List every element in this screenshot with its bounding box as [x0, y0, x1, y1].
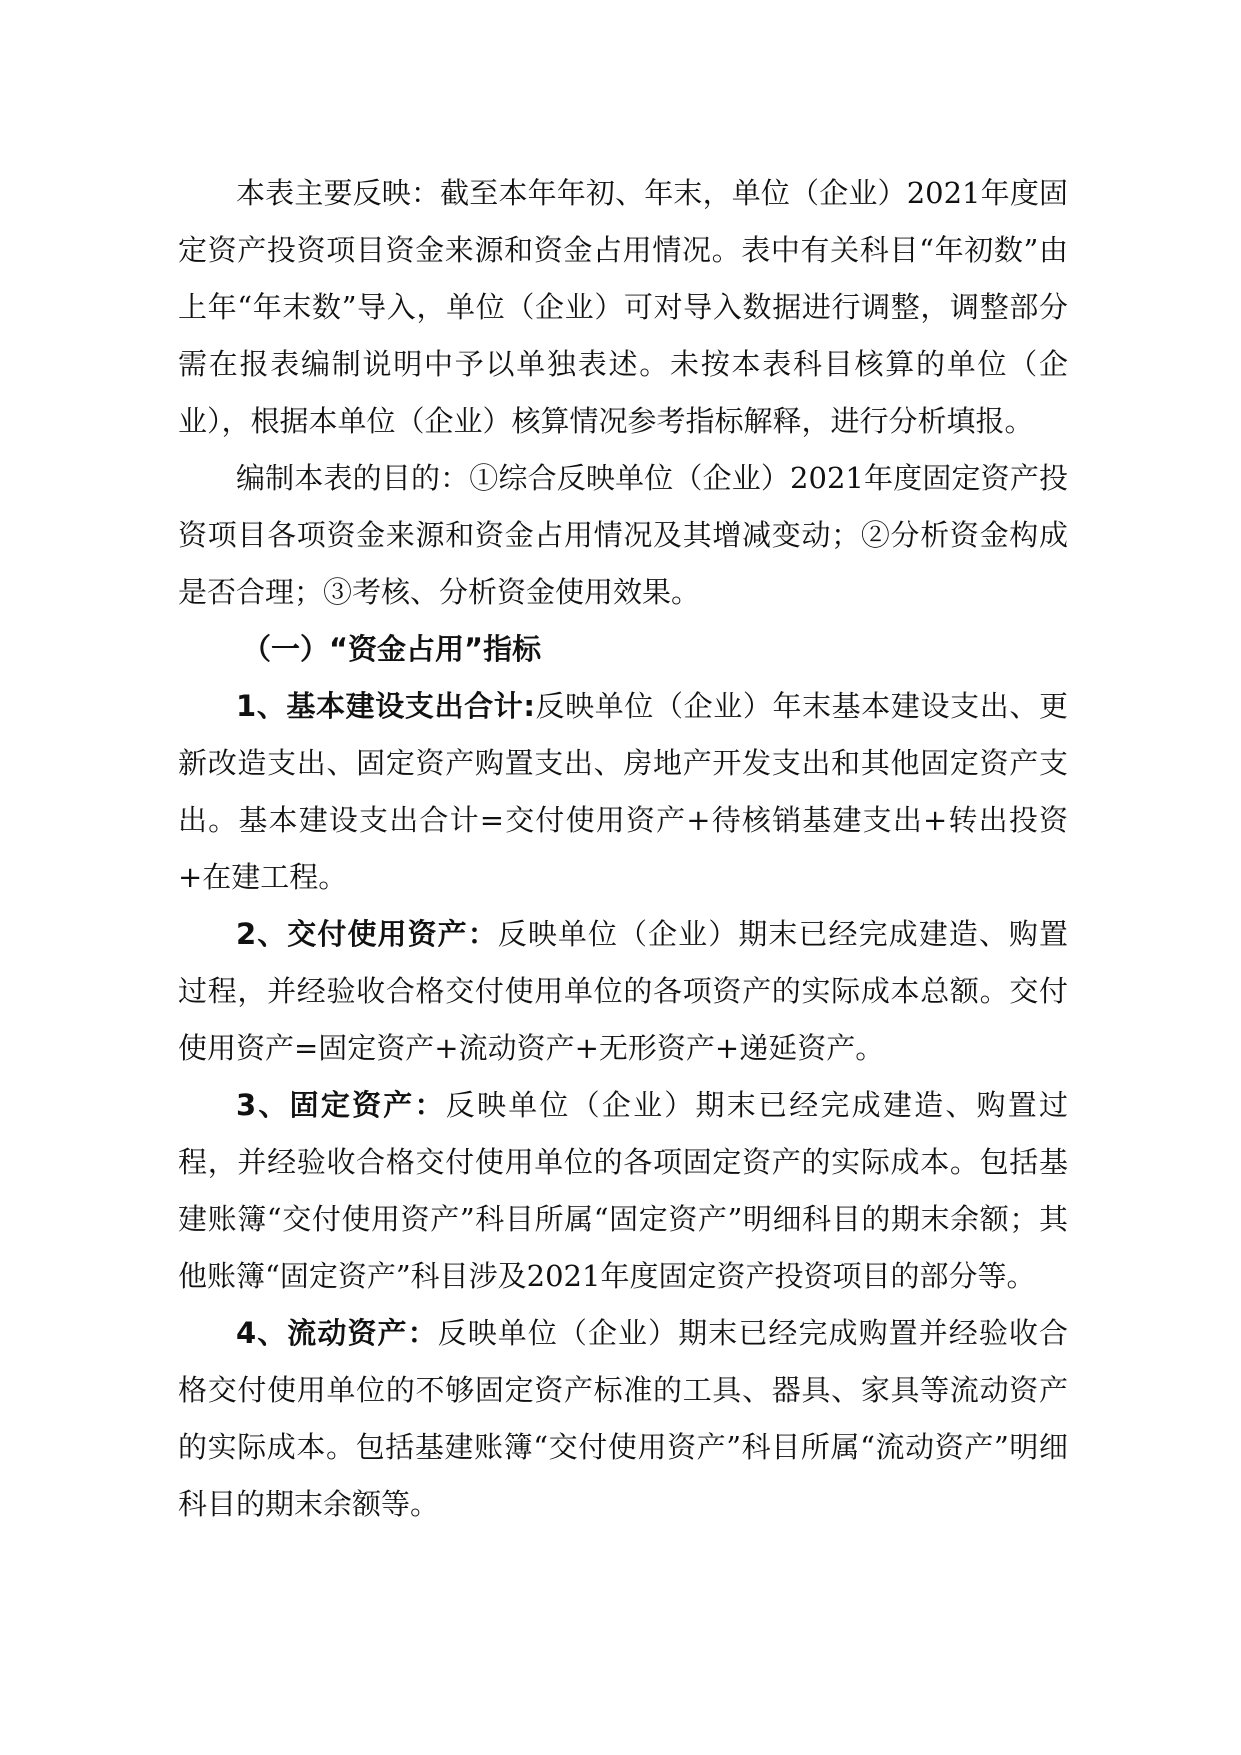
item-body-1: 反映单位（企业）年末基本建设支出、更新改造支出、固定资产购置支出、房地产开发支出和其他固定资产支出。基本建设支出合计=交付使用资产+待核销基建支出+转出投资+在建工程。 [178, 689, 1068, 894]
item-title-1: 1、基本建设支出合计: [236, 689, 535, 723]
intro-paragraph-2: 编制本表的目的：①综合反映单位（企业）2021年度固定资产投资项目各项资金来源和资金占用情况及其增减变动；②分析资金构成是否合理；③考核、分析资金使用效果。 [178, 461, 1068, 609]
item-paragraph-2 [178, 906, 1068, 1077]
item-title-3: 3、固定资产： [236, 1088, 446, 1122]
item-paragraph-3 [178, 1077, 1068, 1305]
document-body [178, 165, 1068, 1533]
item-paragraph-1 [178, 678, 1068, 906]
item-body-2: 反映单位（企业）期末已经完成建造、购置过程，并经验收合格交付使用单位的各项资产的实际成本总额。交付使用资产=固定资产+流动资产+无形资产+递延资产。 [178, 917, 1068, 1065]
item-title-4: 4、流动资产： [236, 1316, 438, 1350]
item-title-2: 2、交付使用资产： [236, 917, 498, 951]
item-body-3: 反映单位（企业）期末已经完成建造、购置过程，并经验收合格交付使用单位的各项固定资产的实际成本。包括基建账簿“交付使用资产”科目所属“固定资产”明细科目的期末余额；其他账簿“固定资产”科目涉及2021年度固定资产投资项目的部分等。 [178, 1088, 1068, 1293]
section-heading: （一）“资金占用”指标 [242, 632, 542, 666]
intro-paragraph-1: 本表主要反映：截至本年年初、年末，单位（企业）2021年度固定资产投资项目资金来源和资金占用情况。表中有关科目“年初数”由上年“年末数”导入，单位（企业）可对导入数据进行调整，调整部分需在报表编制说明中予以单独表述。未按本表科目核算的单位（企业），根据本单位（企业）核算情况参考指标解释，进行分析填报。 [178, 176, 1068, 438]
item-paragraph-4 [178, 1305, 1068, 1533]
item-body-4: 反映单位（企业）期末已经完成购置并经验收合格交付使用单位的不够固定资产标准的工具、器具、家具等流动资产的实际成本。包括基建账簿“交付使用资产”科目所属“流动资产”明细科目的期末余额等。 [178, 1316, 1068, 1521]
